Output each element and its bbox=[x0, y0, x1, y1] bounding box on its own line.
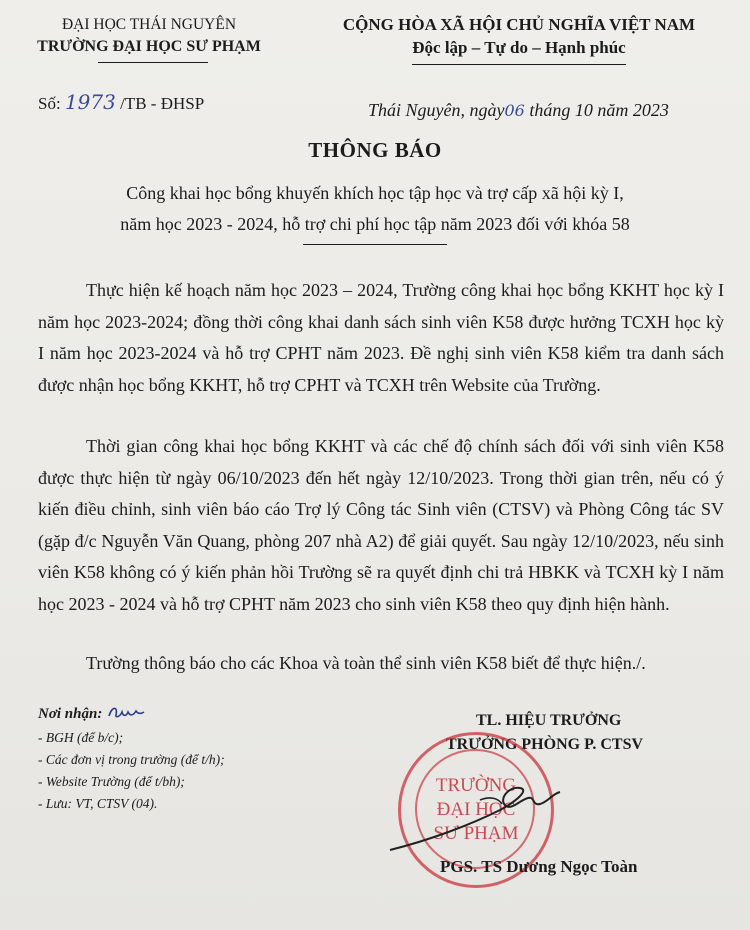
signature-title-2: TRƯỞNG PHÒNG P. CTSV bbox=[446, 736, 644, 753]
date-line bbox=[368, 100, 669, 121]
date-month-year: tháng 10 năm 2023 bbox=[529, 100, 669, 120]
body-paragraph-1: Thực hiện kế hoạch năm học 2023 – 2024, Trường công khai học bổng KKHT học kỳ I năm học 2023-2024; đồng thời công khai danh sách sinh viên K58 được hưởng TCXH học kỳ I năm học 2023-2024 và hỗ trợ CPHT năm 2023. Đề nghị sinh viên K58 kiểm tra danh sách được nhận học bổng KKHT, hỗ trợ CPHT và TCXH trên Website của Trường. bbox=[38, 280, 724, 395]
body-paragraph-3: Trường thông báo cho các Khoa và toàn thể sinh viên K58 biết để thực hiện./. bbox=[86, 653, 646, 673]
recipient-item: - BGH (để b/c); bbox=[38, 730, 124, 745]
date-prefix: Thái Nguyên, ngày bbox=[368, 100, 505, 120]
recipients-title bbox=[38, 704, 146, 723]
document-title: THÔNG BÁO bbox=[308, 138, 442, 162]
initials-scribble-icon bbox=[106, 704, 146, 720]
subject-line-2: năm học 2023 - 2024, hỗ trợ chi phí học tập năm 2023 đối với khóa 58 bbox=[120, 214, 630, 234]
org-line-1: ĐẠI HỌC THÁI NGUYÊN bbox=[61, 16, 237, 33]
signer-name: PGS. TS Dương Ngọc Toàn bbox=[440, 857, 638, 876]
org-underline bbox=[98, 62, 208, 63]
body-paragraph-2: Thời gian công khai học bổng KKHT và các chế độ chính sách đối với sinh viên K58 được thực hiện từ ngày 06/10/2023 đến hết ngày 12/10/2023. Trong thời gian trên, nếu có ý kiến điều chỉnh, sinh viên báo cáo Trợ lý Công tác Sinh viên (CTSV) và Phòng Công tác SV (gặp đ/c Nguyễn Văn Quang, phòng 207 nhà A2) để giải quyết. Sau ngày 12/10/2023, nếu sinh viên K58 không có ý kiến phản hồi Trường sẽ ra quyết định chi trả HBKK và TCXH kỳ I năm học 2023 - 2024 và hỗ trợ CPHT năm 2023 cho sinh viên K58 theo quy định hiện hành. bbox=[38, 436, 724, 614]
seal-text-line-2: ĐẠI HỌC bbox=[436, 799, 516, 820]
org-line-2: TRƯỜNG ĐẠI HỌC SƯ PHẠM bbox=[37, 38, 261, 55]
subject-line-1: Công khai học bổng khuyến khích học tập học và trợ cấp xã hội kỳ I, bbox=[126, 183, 624, 203]
recipient-item: - Website Trường (để t/bh); bbox=[38, 774, 185, 789]
date-day-handwritten: 06 bbox=[504, 101, 525, 120]
republic-underline bbox=[412, 64, 626, 65]
recipient-item: - Lưu: VT, CTSV (04). bbox=[38, 796, 158, 811]
seal-text-line-3: SƯ PHẠM bbox=[433, 823, 519, 844]
recipients-title-text: Nơi nhận: bbox=[38, 706, 103, 722]
seal-text-line-1: TRƯỜNG bbox=[435, 775, 517, 796]
doc-number-line bbox=[38, 90, 204, 114]
recipient-item: - Các đơn vị trong trường (để t/h); bbox=[38, 752, 225, 767]
doc-number-handwritten: 1973 bbox=[64, 90, 116, 114]
doc-number-prefix: Số: bbox=[38, 94, 61, 113]
republic-line-1: CỘNG HÒA XÃ HỘI CHỦ NGHĨA VIỆT NAM bbox=[342, 15, 696, 34]
republic-line-2: Độc lập – Tự do – Hạnh phúc bbox=[412, 38, 626, 57]
doc-number-suffix: /TB - ĐHSP bbox=[120, 94, 205, 113]
subject-underline bbox=[303, 244, 447, 245]
signature-title-1: TL. HIỆU TRƯỞNG bbox=[476, 712, 622, 729]
handwritten-signature-icon bbox=[380, 770, 580, 860]
